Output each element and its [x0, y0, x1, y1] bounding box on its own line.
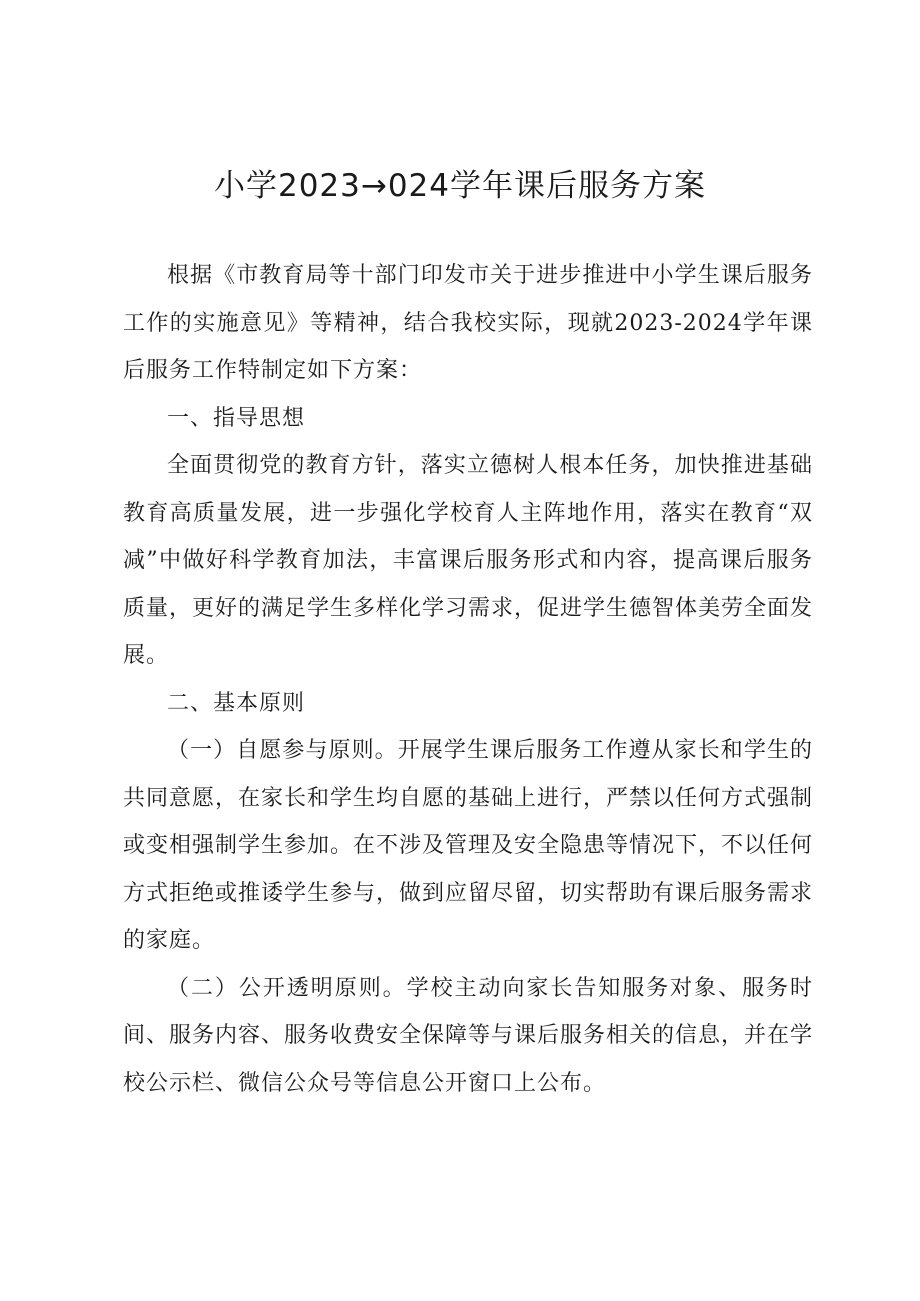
section-heading-guiding-ideology: 一、指导思想 — [167, 405, 306, 431]
principle-voluntary-paragraph: （一）自愿参与原则。开展学生课后服务工作遵从家长和学生的共同意愿，在家长和学生均自愿的基础上进行，严禁以任何方式强制或变相强制学生参加。在不涉及管理及安全隐患等情况下，不以任何方式拒绝或推诿学生参与，做到应留尽留，切实帮助有课后服务需求的家庭。 — [123, 738, 814, 953]
document-body — [123, 252, 813, 1107]
document-title: 小学2023→024学年课后服务方案 — [213, 168, 707, 204]
section-heading-basic-principles: 二、基本原则 — [167, 690, 306, 716]
principle-transparency-paragraph: （二）公开透明原则。学校主动向家长告知服务对象、服务时间、服务内容、服务收费安全保障等与课后服务相关的信息，并在学校公示栏、微信公众号等信息公开窗口上公布。 — [123, 975, 814, 1096]
intro-paragraph: 根据《市教育局等十部门印发市关于进步推进中小学生课后服务工作的实施意见》等精神，结合我校实际，现就2023-2024学年课后服务工作特制定如下方案： — [123, 263, 813, 383]
guiding-ideology-paragraph: 全面贯彻党的教育方针，落实立德树人根本任务，加快推进基础教育高质量发展，进一步强化学校育人主阵地作用，落实在教育“双减”中做好科学教育加法，丰富课后服务形式和内容，提高课后服务质量，更好的满足学生多样化学习需求，促进学生德智体美劳全面发展。 — [123, 453, 814, 668]
